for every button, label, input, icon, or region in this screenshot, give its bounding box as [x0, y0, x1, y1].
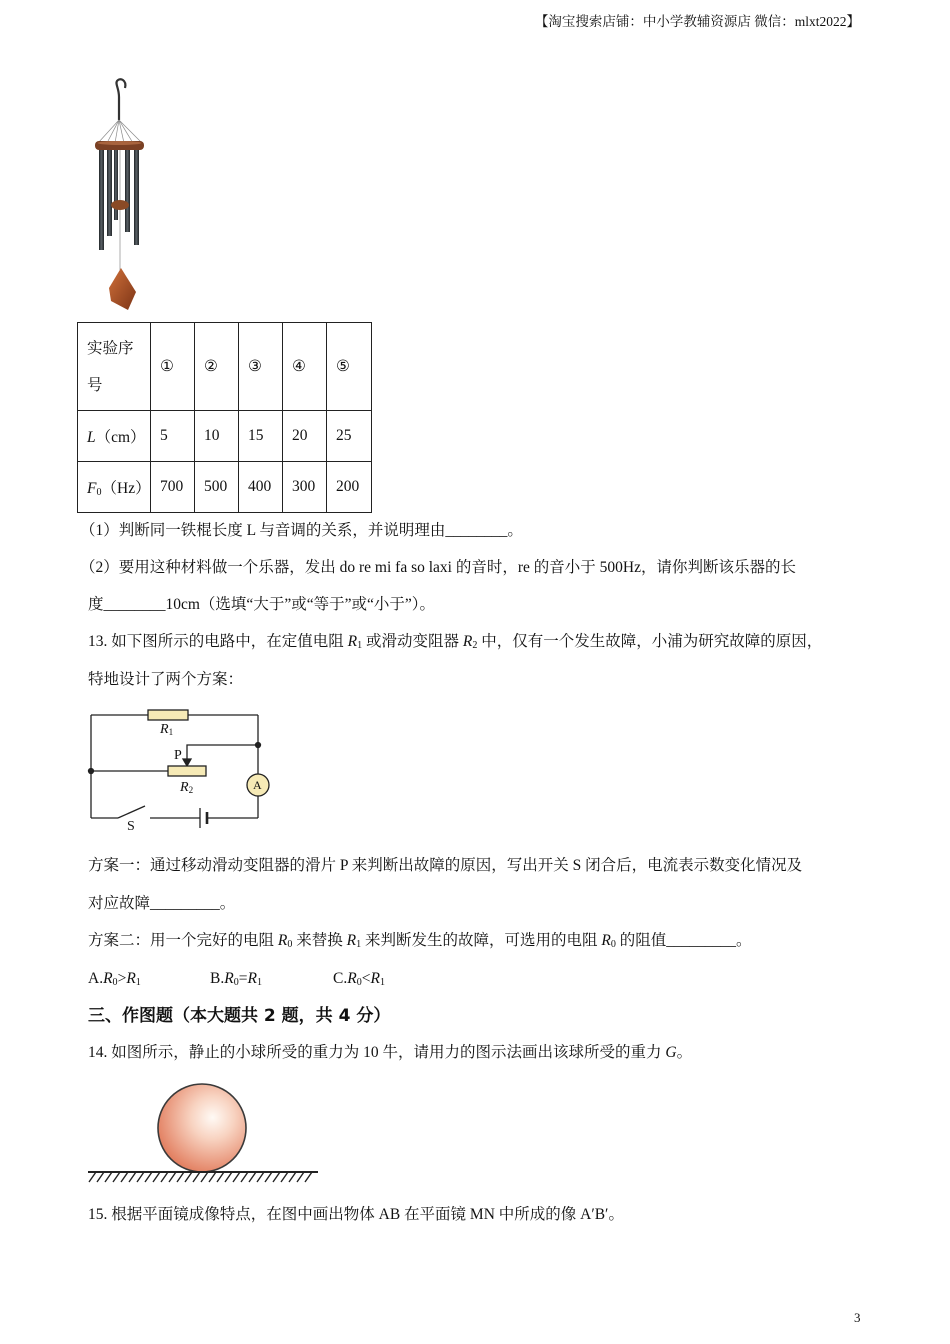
q14-stem — [88, 1043, 692, 1063]
length-label — [78, 411, 151, 462]
q13-plan1-line2: 对应故障_________。 — [88, 895, 236, 912]
q13-text: 或滑动变阻器 — [362, 633, 463, 650]
table-cell: 10 — [195, 411, 239, 462]
subscript: 1 — [135, 977, 141, 988]
var-r: R — [224, 970, 234, 987]
page-number: 3 — [854, 1310, 861, 1325]
q13-text: 13. 如下图所示的电路中，在定值电阻 — [88, 633, 348, 650]
unit-cm: （cm） — [95, 429, 146, 446]
r1-label — [160, 722, 173, 738]
option-letter: C. — [333, 970, 348, 987]
q12-part2-line2: 度________10cm（选填“大于”或“等于”或“小于”）。 — [88, 596, 435, 613]
q14-text: 。 — [676, 1044, 693, 1061]
q13-plan2 — [88, 931, 752, 951]
section-title: 三、作图题（本大题共 2 题，共 4 分） — [88, 1006, 391, 1026]
table-row-frequency — [78, 462, 372, 513]
table-cell: 20 — [283, 411, 327, 462]
option-letter: B. — [210, 970, 225, 987]
circuit-diagram — [80, 700, 280, 840]
relation-operator: = — [238, 970, 248, 987]
ground-hatching — [89, 1172, 312, 1182]
var-l: L — [87, 429, 96, 446]
store-watermark: 【淘宝搜索店铺：中小学教辅资源店 微信：mlxt2022】 — [534, 14, 860, 29]
unit-hz: （Hz） — [101, 480, 151, 497]
q15-stem: 15. 根据平面镜成像特点，在图中画出物体 AB 在平面镜 MN 中所成的像 A′B′。 — [88, 1206, 624, 1223]
r2-label — [180, 780, 193, 796]
subscript: 1 — [168, 726, 174, 737]
slider-arrow — [183, 759, 191, 766]
var-r: R — [247, 970, 257, 987]
q12-part1: （1）判断同一铁棍长度 L 与音调的关系，并说明理由________。 — [80, 522, 523, 539]
var-r: R — [347, 970, 357, 987]
table-cell: ① — [151, 323, 195, 411]
q12-part2-line1: （2）要用这种材料做一个乐器，发出 do re mi fa so laxi 的音时，re 的音小于 500Hz，请你判断该乐器的长 — [80, 559, 796, 576]
table-row-length — [78, 411, 372, 462]
relation-operator: > — [117, 970, 127, 987]
subscript: 2 — [188, 784, 194, 795]
q13-text: 的阻值_________。 — [615, 932, 752, 949]
table-cell: ⑤ — [327, 323, 372, 411]
striker-disc — [111, 200, 129, 210]
var-r: R — [370, 970, 380, 987]
q14-text: 14. 如图所示，静止的小球所受的重力为 10 牛，请用力的图示法画出该球所受的重力 — [88, 1044, 666, 1061]
subscript: 1 — [256, 977, 262, 988]
ball-on-ground-figure — [80, 1078, 325, 1188]
option-b — [210, 969, 262, 989]
hanging-strings — [98, 120, 142, 143]
q13-text: 来判断发生的故障，可选用的电阻 — [361, 932, 602, 949]
option-letter: A. — [88, 970, 104, 987]
subscript: 0 — [112, 977, 118, 988]
chime-tubes — [99, 150, 139, 250]
table-cell: 700 — [151, 462, 195, 513]
var-r: R — [180, 780, 189, 795]
q13-plan1-line1: 方案一：通过移动滑动变阻器的滑片 P 来判断出故障的原因，写出开关 S 闭合后，电流表示数变化情况及 — [88, 857, 803, 874]
wind-sail-pendant — [109, 268, 136, 310]
subscript: 0 — [287, 939, 293, 950]
relation-operator: < — [361, 970, 371, 987]
switch-s-label: S — [127, 819, 135, 834]
table-cell: ② — [195, 323, 239, 411]
var-r: R — [601, 932, 611, 949]
ammeter-a-label: A — [253, 778, 262, 792]
subscript: 1 — [357, 640, 363, 651]
table-cell: 5 — [151, 411, 195, 462]
table-cell: ④ — [283, 323, 327, 411]
subscript: 0 — [610, 939, 616, 950]
table-cell: 15 — [239, 411, 283, 462]
subscript: 2 — [472, 640, 478, 651]
option-a — [88, 969, 141, 989]
var-r: R — [126, 970, 136, 987]
subscript: 0 — [356, 977, 362, 988]
slider-p-label: P — [174, 748, 182, 763]
trial-number-label: 实验序号 — [78, 323, 151, 411]
resistor-r1 — [148, 710, 188, 720]
var-r: R — [462, 633, 473, 650]
hook-icon — [116, 79, 125, 120]
table-header-row — [78, 323, 372, 411]
experiment-table — [77, 322, 372, 513]
q13-text: 中，仅有一个发生故障，小浦为研究故障的原因， — [477, 633, 823, 650]
var-r: R — [277, 932, 288, 949]
var-r: R — [346, 932, 357, 949]
var-r: R — [103, 970, 113, 987]
var-g: G — [665, 1044, 677, 1061]
subscript: 0 — [96, 487, 102, 498]
q13-text: 方案二：用一个完好的电阻 — [88, 932, 278, 949]
var-r: R — [160, 722, 169, 737]
var-f: F — [87, 480, 97, 497]
slider-wire — [187, 745, 258, 760]
table-cell: 500 — [195, 462, 239, 513]
subscript: 1 — [356, 939, 362, 950]
q13-stem-line1 — [88, 632, 822, 652]
ball — [158, 1084, 246, 1172]
option-c — [333, 969, 385, 989]
switch-lever — [118, 806, 145, 818]
table-cell: 400 — [239, 462, 283, 513]
q13-text: 来替换 — [292, 932, 347, 949]
frequency-label — [78, 462, 151, 513]
q13-stem-line2: 特地设计了两个方案： — [88, 671, 244, 688]
subscript: 1 — [379, 977, 385, 988]
rheostat-r2 — [168, 766, 206, 776]
table-cell: 25 — [327, 411, 372, 462]
table-cell: 200 — [327, 462, 372, 513]
wind-chime-figure — [80, 75, 160, 315]
subscript: 0 — [233, 977, 239, 988]
var-r: R — [347, 633, 358, 650]
table-cell: ③ — [239, 323, 283, 411]
table-cell: 300 — [283, 462, 327, 513]
